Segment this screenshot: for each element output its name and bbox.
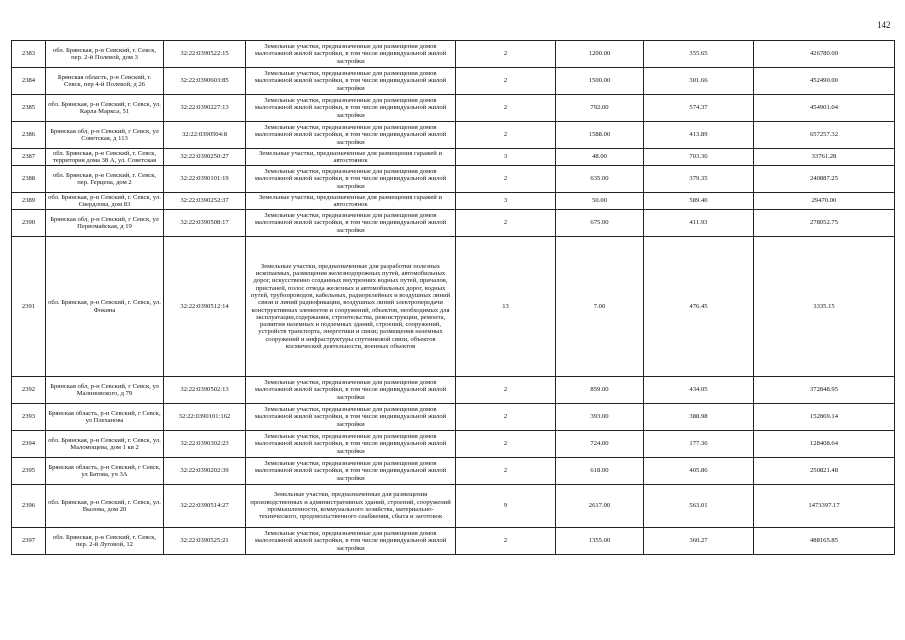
cadastral-number: 32:22:0390202:39 bbox=[164, 458, 246, 485]
plot-area: 635.00 bbox=[556, 166, 644, 193]
land-use-purpose: Земельные участки, предназначенные для размещения гаражей и автостоянок bbox=[246, 149, 456, 166]
cadastral-value: 3335.15 bbox=[754, 237, 895, 377]
cadastral-number: 32:22:0390525:21 bbox=[164, 528, 246, 555]
plot-area: 50.00 bbox=[556, 193, 644, 210]
land-use-purpose: Земельные участки, предназначенные для размещения домов малоэтажной жилой застройки, в том числе индивидуальной жилой застройки bbox=[246, 122, 456, 149]
cadastral-number: 32:22:0390227:13 bbox=[164, 95, 246, 122]
row-number: 2397 bbox=[12, 528, 46, 555]
cadastral-value: 33761.28 bbox=[754, 149, 895, 166]
address-cell: Брянская область, р-н Севский, г Севск, ул Плеханова bbox=[46, 404, 164, 431]
plot-area: 724.00 bbox=[556, 431, 644, 458]
address-cell: Брянская обл, р-н Севский, г Севск, ул Первомайская, д 19 bbox=[46, 210, 164, 237]
address-cell: обл. Брянская, р-н Севский, г. Севск, ул. Фокина bbox=[46, 237, 164, 377]
row-number: 2391 bbox=[12, 237, 46, 377]
specific-value: 360.27 bbox=[644, 528, 754, 555]
plot-area: 1355.00 bbox=[556, 528, 644, 555]
specific-value: 434.05 bbox=[644, 377, 754, 404]
row-number: 2396 bbox=[12, 485, 46, 528]
cadastral-number: 32:22:0390502:13 bbox=[164, 377, 246, 404]
table-row bbox=[12, 237, 895, 377]
row-number: 2388 bbox=[12, 166, 46, 193]
row-number: 2386 bbox=[12, 122, 46, 149]
land-use-purpose: Земельные участки, предназначенные для размещения домов малоэтажной жилой застройки, в том числе индивидуальной жилой застройки bbox=[246, 528, 456, 555]
cadastral-value: 452490.00 bbox=[754, 68, 895, 95]
specific-value: 177.36 bbox=[644, 431, 754, 458]
use-group: 2 bbox=[456, 404, 556, 431]
table-row bbox=[12, 458, 895, 485]
row-number: 2384 bbox=[12, 68, 46, 95]
specific-value: 355.65 bbox=[644, 41, 754, 68]
row-number: 2392 bbox=[12, 377, 46, 404]
plot-area: 859.00 bbox=[556, 377, 644, 404]
cadastral-number: 32:22:0390603:85 bbox=[164, 68, 246, 95]
plot-area: 1200.00 bbox=[556, 41, 644, 68]
address-cell: обл. Брянская, р-н Севский, г. Севск, ул. Карла Маркса, 51 bbox=[46, 95, 164, 122]
use-group: 2 bbox=[456, 377, 556, 404]
cadastral-number: 32:22:0390252:37 bbox=[164, 193, 246, 210]
row-number: 2393 bbox=[12, 404, 46, 431]
use-group: 2 bbox=[456, 122, 556, 149]
land-use-purpose: Земельные участки, предназначенные для размещения домов малоэтажной жилой застройки, в том числе индивидуальной жилой застройки bbox=[246, 404, 456, 431]
cadastral-value: 240887.25 bbox=[754, 166, 895, 193]
address-cell: обл. Брянская, р-н Севский, г. Севск, ул. Свердлова, дом 83 bbox=[46, 193, 164, 210]
land-registry-table bbox=[11, 40, 895, 555]
cadastral-value: 426780.00 bbox=[754, 41, 895, 68]
use-group: 2 bbox=[456, 166, 556, 193]
cadastral-number: 32:22:0390250:27 bbox=[164, 149, 246, 166]
plot-area: 618.00 bbox=[556, 458, 644, 485]
cadastral-number: 32:22:0390504:8 bbox=[164, 122, 246, 149]
cadastral-value: 657257.32 bbox=[754, 122, 895, 149]
specific-value: 413.89 bbox=[644, 122, 754, 149]
land-use-purpose: Земельные участки, предназначенные для разработки полезных ископаемых, размещения железнодорожных путей, автомобильных дорог, искусственно созданных внутренних водных путей, причалов, пристаней, полос отвода железных и автомобильных дорог, водных путей, трубопроводов, кабельных, радиорелейных и воздушных линий связи и линий радиофикации, воздушных линий электропередачи конструктивных элементов и сооружений, объектов, необходимых для эксплуатации,содержания, строительства, реконструкции, ремонта, развития наземных и подземных зданий, строений, сооружений, устройств транспорта, энергетики и связи; размещения наземных сооружений и инфраструктуры спутниковой связи, объектов космической деятельности, военных объектов bbox=[246, 237, 456, 377]
plot-area: 48.00 bbox=[556, 149, 644, 166]
plot-area: 2617.00 bbox=[556, 485, 644, 528]
address-cell: обл. Брянская, р-н Севский, г. Севск, пер. Герцена, дом 2 bbox=[46, 166, 164, 193]
cadastral-number: 32:22:0390514:27 bbox=[164, 485, 246, 528]
row-number: 2395 bbox=[12, 458, 46, 485]
land-use-purpose: Земельные участки, предназначенные для размещения гаражей и автостоянок bbox=[246, 193, 456, 210]
use-group: 2 bbox=[456, 68, 556, 95]
land-use-purpose: Земельные участки, предназначенные для размещения домов малоэтажной жилой застройки, в том числе индивидуальной жилой застройки bbox=[246, 458, 456, 485]
use-group: 3 bbox=[456, 193, 556, 210]
row-number: 2389 bbox=[12, 193, 46, 210]
specific-value: 703.36 bbox=[644, 149, 754, 166]
cadastral-number: 32:22:0390508:17 bbox=[164, 210, 246, 237]
plot-area: 393.00 bbox=[556, 404, 644, 431]
use-group: 3 bbox=[456, 149, 556, 166]
plot-area: 1588.00 bbox=[556, 122, 644, 149]
specific-value: 574.37 bbox=[644, 95, 754, 122]
cadastral-number: 32:22:0390522:15 bbox=[164, 41, 246, 68]
use-group: 9 bbox=[456, 485, 556, 528]
table-row bbox=[12, 166, 895, 193]
address-cell: обл. Брянская, р-н Севский, г. Севск, ул. Маломощева, дом 1 кв 2 bbox=[46, 431, 164, 458]
table-row bbox=[12, 149, 895, 166]
table-row bbox=[12, 377, 895, 404]
land-use-purpose: Земельные участки, предназначенные для размещения домов малоэтажной жилой застройки, в том числе индивидуальной жилой застройки bbox=[246, 210, 456, 237]
cadastral-value: 278052.75 bbox=[754, 210, 895, 237]
specific-value: 589.40 bbox=[644, 193, 754, 210]
use-group: 13 bbox=[456, 237, 556, 377]
address-cell: Брянская область, р-н Севский, г Севск, ул Батова, уч 3А bbox=[46, 458, 164, 485]
cadastral-value: 152869.14 bbox=[754, 404, 895, 431]
address-cell: Брянская обл, р-н Севский, г Севск, ул Малиновского, д 79 bbox=[46, 377, 164, 404]
table-row bbox=[12, 193, 895, 210]
row-number: 2383 bbox=[12, 41, 46, 68]
cadastral-value: 454901.04 bbox=[754, 95, 895, 122]
table-row bbox=[12, 95, 895, 122]
specific-value: 405.86 bbox=[644, 458, 754, 485]
plot-area: 675.00 bbox=[556, 210, 644, 237]
cadastral-value: 128408.64 bbox=[754, 431, 895, 458]
address-cell: обл. Брянская, р-н Севский, г. Севск, пер. 2-й Луговой, 12 bbox=[46, 528, 164, 555]
row-number: 2390 bbox=[12, 210, 46, 237]
row-number: 2387 bbox=[12, 149, 46, 166]
table-row bbox=[12, 68, 895, 95]
use-group: 2 bbox=[456, 210, 556, 237]
page-number: 142 bbox=[877, 20, 891, 30]
specific-value: 379.35 bbox=[644, 166, 754, 193]
table-row bbox=[12, 528, 895, 555]
use-group: 2 bbox=[456, 41, 556, 68]
land-use-purpose: Земельные участки, предназначенные для размещения домов малоэтажной жилой застройки, в том числе индивидуальной жилой застройки bbox=[246, 68, 456, 95]
address-cell: Брянская область, р-н Севский, г. Севск, пер 4-й Полевой, д 26 bbox=[46, 68, 164, 95]
specific-value: 476.45 bbox=[644, 237, 754, 377]
land-use-purpose: Земельные участки, предназначенные для размещения домов малоэтажной жилой застройки, в том числе индивидуальной жилой застройки bbox=[246, 431, 456, 458]
cadastral-number: 32:22:0390101:19 bbox=[164, 166, 246, 193]
use-group: 2 bbox=[456, 528, 556, 555]
use-group: 2 bbox=[456, 458, 556, 485]
row-number: 2394 bbox=[12, 431, 46, 458]
plot-area: 1500.00 bbox=[556, 68, 644, 95]
cadastral-value: 29470.00 bbox=[754, 193, 895, 210]
table-row bbox=[12, 41, 895, 68]
land-use-purpose: Земельные участки, предназначенные для размещения домов малоэтажной жилой застройки, в том числе индивидуальной жилой застройки bbox=[246, 95, 456, 122]
cadastral-value: 250821.48 bbox=[754, 458, 895, 485]
plot-area: 792.00 bbox=[556, 95, 644, 122]
specific-value: 563.01 bbox=[644, 485, 754, 528]
plot-area: 7.00 bbox=[556, 237, 644, 377]
cadastral-value: 1473397.17 bbox=[754, 485, 895, 528]
specific-value: 388.98 bbox=[644, 404, 754, 431]
specific-value: 411.93 bbox=[644, 210, 754, 237]
address-cell: обл. Брянская, р-н Севский, г. Севск, пер. 2-й Полевой, дом 3 bbox=[46, 41, 164, 68]
table-row bbox=[12, 485, 895, 528]
use-group: 2 bbox=[456, 95, 556, 122]
land-use-purpose: Земельные участки, предназначенные для размещения домов малоэтажной жилой застройки, в том числе индивидуальной жилой застройки bbox=[246, 41, 456, 68]
table-row bbox=[12, 210, 895, 237]
cadastral-number: 32:22:0390302:23 bbox=[164, 431, 246, 458]
land-use-purpose: Земельные участки, предназначенные для размещения домов малоэтажной жилой застройки, в том числе индивидуальной жилой застройки bbox=[246, 166, 456, 193]
address-cell: обл. Брянская, р-н Севский, г. Севск, ул. Вылова, дом 20 bbox=[46, 485, 164, 528]
table-row bbox=[12, 404, 895, 431]
cadastral-value: 372848.95 bbox=[754, 377, 895, 404]
cadastral-number: 32:22:0390512:14 bbox=[164, 237, 246, 377]
table-row bbox=[12, 122, 895, 149]
cadastral-value: 488165.85 bbox=[754, 528, 895, 555]
row-number: 2385 bbox=[12, 95, 46, 122]
address-cell: обл. Брянская, р-н Севский, г. Севск, территория дома 38 А, ул. Советская bbox=[46, 149, 164, 166]
land-use-purpose: Земельные участки, предназначенные для размещения домов малоэтажной жилой застройки, в том числе индивидуальной жилой застройки bbox=[246, 377, 456, 404]
specific-value: 301.66 bbox=[644, 68, 754, 95]
cadastral-number: 32:22:0390101:162 bbox=[164, 404, 246, 431]
address-cell: Брянская обл, р-н Севский, г Севск, ул Советская, д 113 bbox=[46, 122, 164, 149]
land-use-purpose: Земельные участки, предназначенные для размещения производственных и административных зданий, строений, сооружений промышленности, коммунального хозяйства, материально-технического, продовольственного снабжения, сбыта и заготовок bbox=[246, 485, 456, 528]
table-row bbox=[12, 431, 895, 458]
use-group: 2 bbox=[456, 431, 556, 458]
